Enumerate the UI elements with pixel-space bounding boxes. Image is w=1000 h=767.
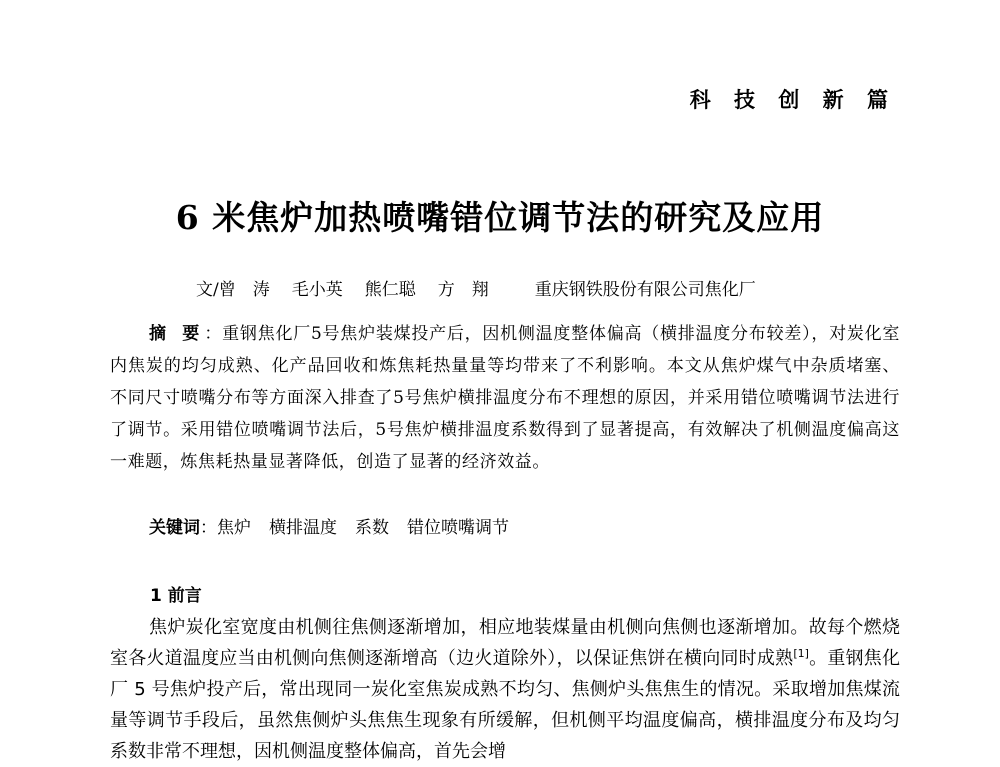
citation-ref[interactable]: [1] <box>793 647 809 660</box>
keywords <box>149 513 527 538</box>
author-name: 熊仁聪 <box>364 280 416 300</box>
affiliation: 重庆钢铁股份有限公司焦化厂 <box>534 280 756 300</box>
keywords-colon: ： <box>200 518 217 538</box>
paper-title: 6 米焦炉加热喷嘴错位调节法的研究及应用 <box>175 198 825 237</box>
author-name: 毛小英 <box>291 280 343 300</box>
byline <box>196 275 756 300</box>
body-text-part2: 。重钢焦化厂 5 号焦炉投产后，常出现同一炭化室焦炭成熟不均匀、焦侧炉头焦焦生的情况。采取增加焦煤流量等调节手段后，虽然焦侧炉头焦焦生现象有所缓解，但机侧平均温度偏高，横排温度分布及均匀系数非常不理想，因机侧温度整体偏高，首先会增 <box>110 648 900 762</box>
section-body <box>110 612 900 767</box>
keyword: 错位喷嘴调节 <box>407 518 509 538</box>
keyword: 焦炉 <box>217 518 251 538</box>
keywords-label: 关键词 <box>149 518 200 538</box>
byline-prefix: 文/ <box>196 280 219 300</box>
author-name: 曾 涛 <box>218 280 270 300</box>
section-heading: 1 前言 <box>150 586 202 606</box>
keyword: 横排温度 <box>269 518 337 538</box>
abstract-label: 摘 要 <box>149 324 205 344</box>
abstract <box>110 318 900 478</box>
abstract-text: ：重钢焦化厂5号焦炉装煤投产后，因机侧温度整体偏高（横排温度分布较差），对炭化室内焦炭的均匀成熟、化产品回收和炼焦耗热量量等均带来了不利影响。本文从焦炉煤气中杂质堵塞、不同尺寸喷嘴分布等方面深入排查了5号焦炉横排温度分布不理想的原因，并采用错位喷嘴调节法进行了调节。采用错位喷嘴调节法后，5号焦炉横排温度系数得到了显著提高，有效解决了机侧温度偏高这一难题，炼焦耗热量显著降低，创造了显著的经济效益。 <box>110 324 900 472</box>
body-text-part1: 焦炉炭化室宽度由机侧往焦侧逐渐增加，相应地装煤量由机侧向焦侧也逐渐增加。故每个燃烧室各火道温度应当由机侧向焦侧逐渐增高（边火道除外），以保证焦饼在横向同时成熟 <box>110 617 900 669</box>
keyword: 系数 <box>355 518 389 538</box>
section-tag: 科 技 创 新 篇 <box>689 88 896 112</box>
author-name: 方 翔 <box>437 280 489 300</box>
